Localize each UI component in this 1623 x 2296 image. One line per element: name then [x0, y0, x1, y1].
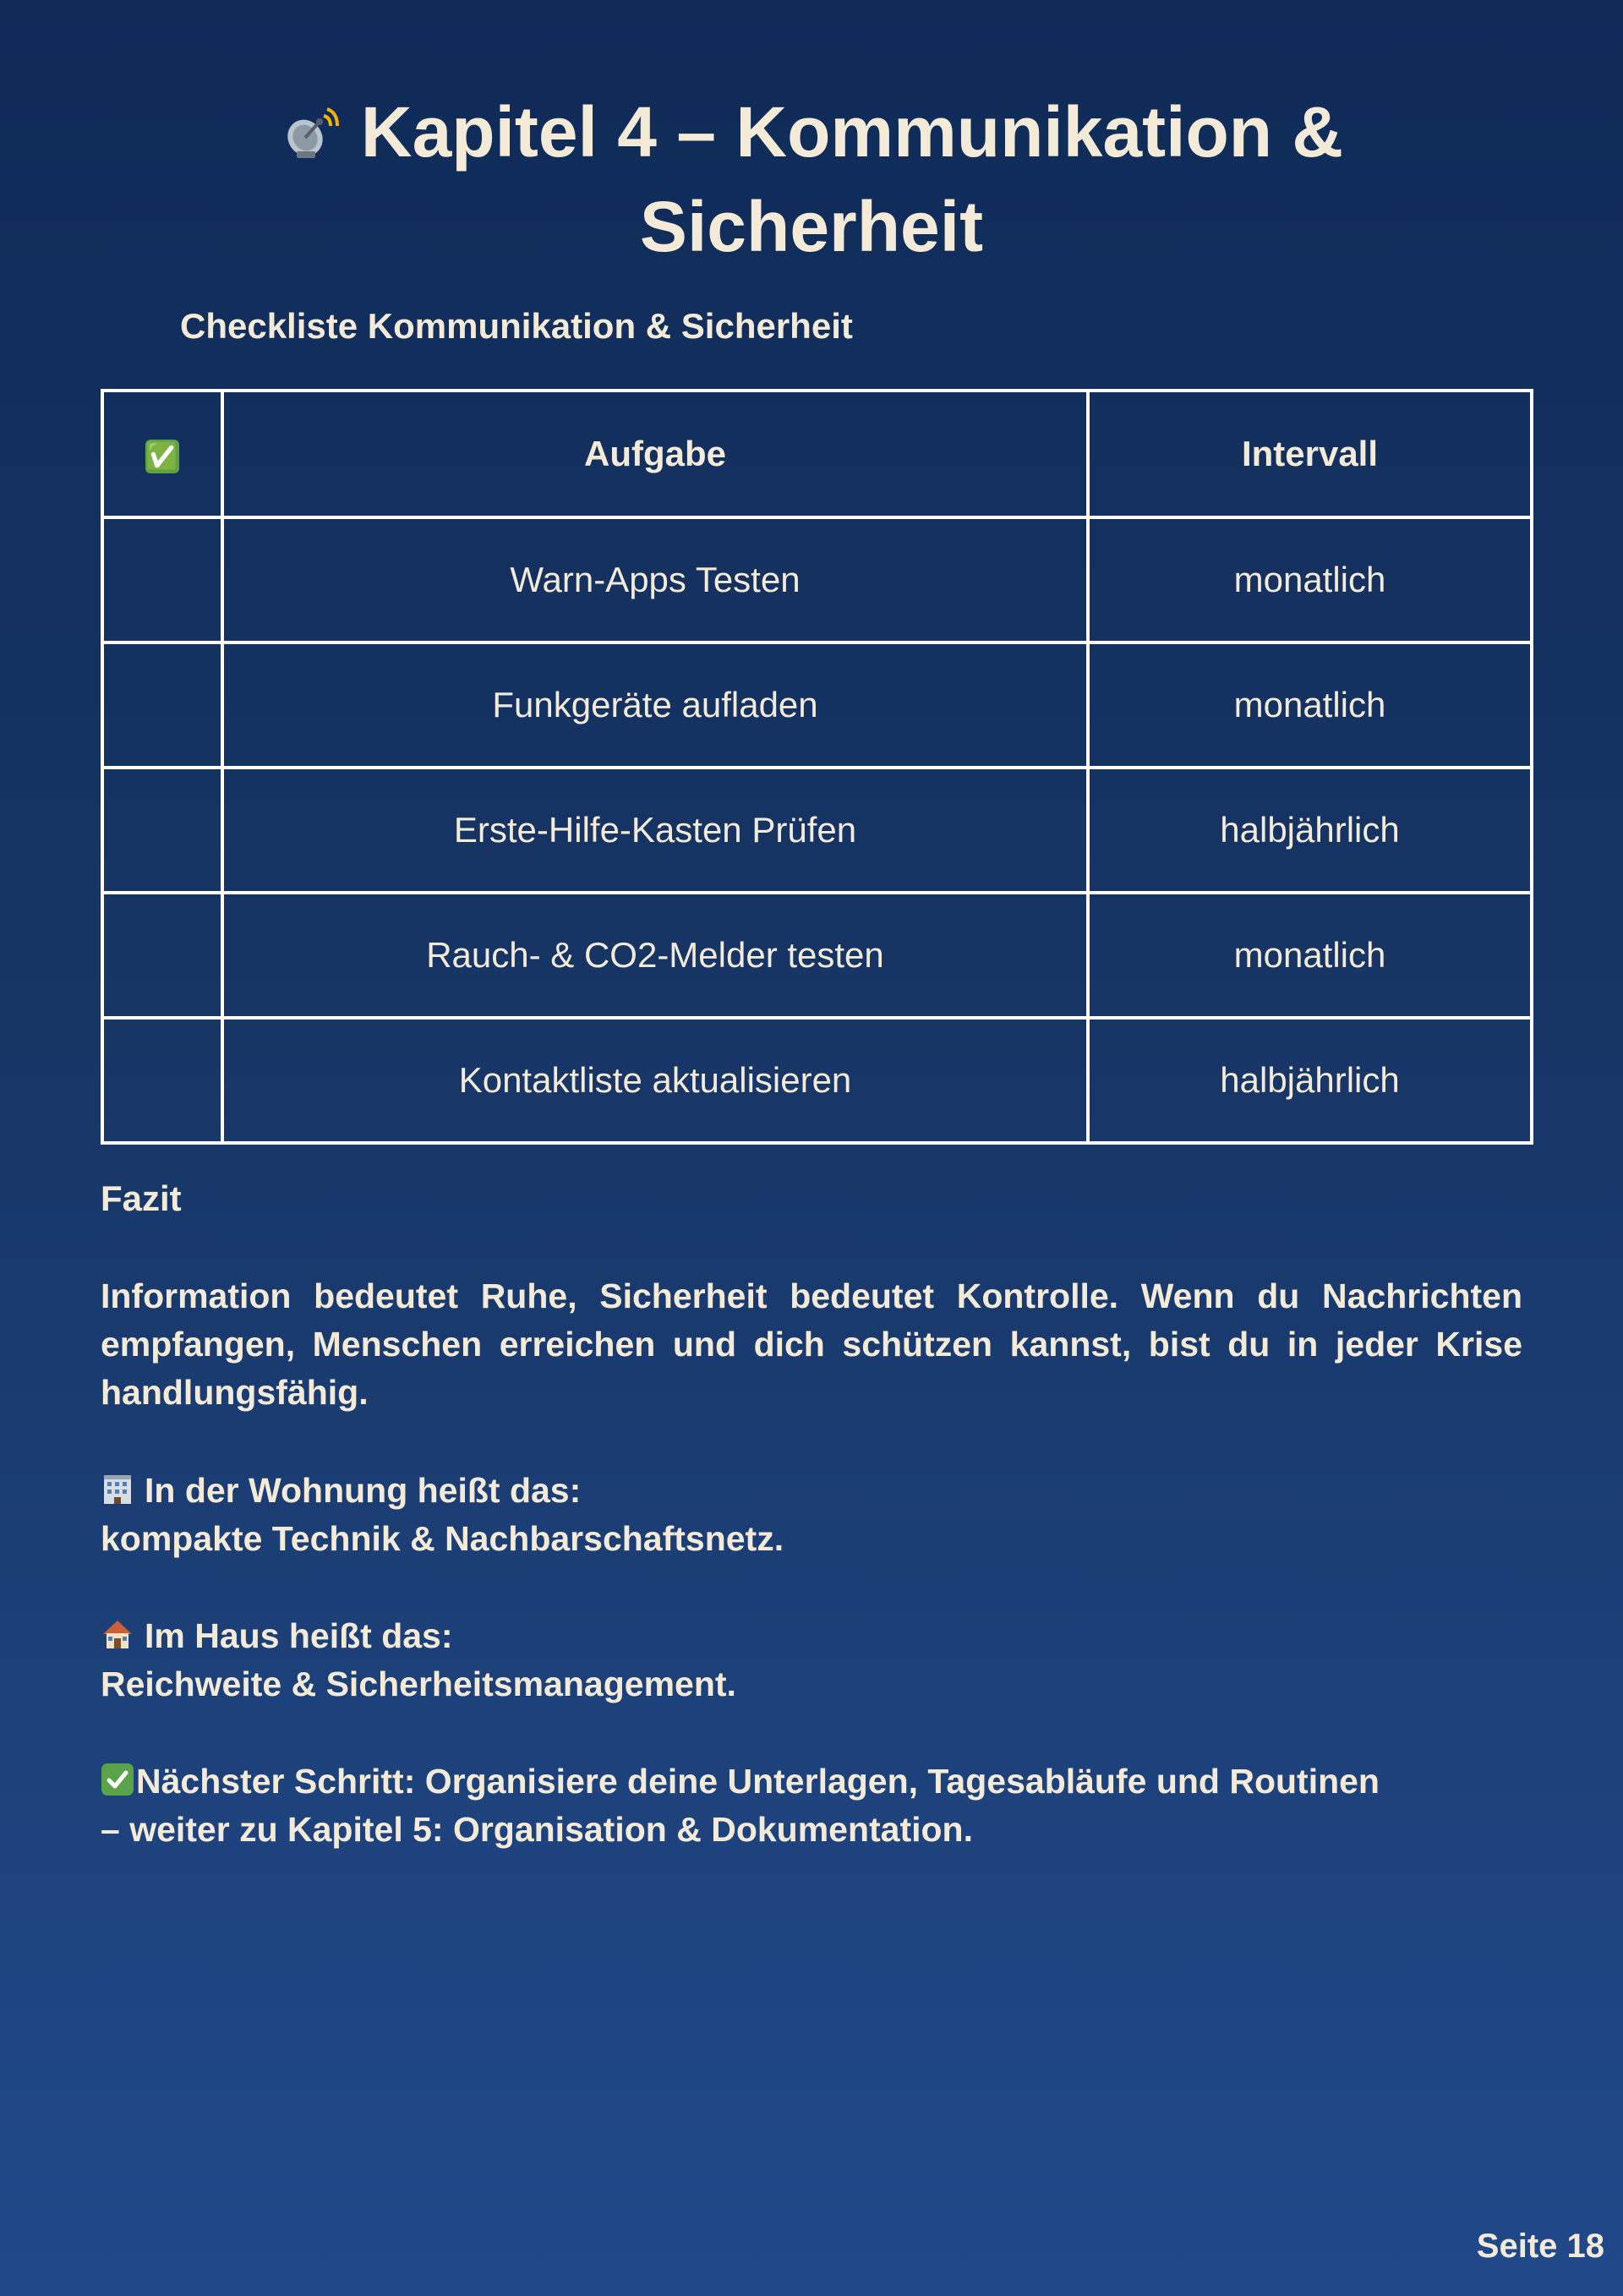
interval-column-header: Intervall [1088, 391, 1532, 517]
interval-cell: monatlich [1088, 642, 1532, 768]
apartment-text: kompakte Technik & Nachbarschaftsnetz. [101, 1519, 784, 1558]
task-cell: Warn-Apps Testen [222, 517, 1088, 642]
table-header-row [102, 391, 1532, 517]
interval-cell: halbjährlich [1088, 1018, 1532, 1143]
task-cell: Funkgeräte aufladen [222, 642, 1088, 768]
next-step-line-2: – weiter zu Kapitel 5: Organisation & Dokumentation. [101, 1810, 973, 1849]
checkbox-cell[interactable] [102, 893, 222, 1018]
title-line-2: Sicherheit [639, 187, 984, 266]
next-step-section [101, 1758, 1538, 1854]
checklist-table [101, 389, 1533, 1145]
check-mark-icon [101, 1763, 134, 1796]
house-text: Reichweite & Sicherheitsmanagement. [101, 1665, 736, 1703]
apartment-building-icon [101, 1472, 134, 1506]
task-cell: Erste-Hilfe-Kasten Prüfen [222, 768, 1088, 893]
fazit-heading: Fazit [101, 1178, 182, 1218]
table-row [102, 768, 1532, 893]
interval-cell: monatlich [1088, 517, 1532, 642]
interval-cell: halbjährlich [1088, 768, 1532, 893]
table-row [102, 642, 1532, 768]
table-row [102, 517, 1532, 642]
table-row [102, 893, 1532, 1018]
check-mark-icon: ✅ [145, 441, 179, 472]
table-row [102, 1018, 1532, 1143]
checkbox-cell[interactable] [102, 517, 222, 642]
task-cell: Kontaktliste aktualisieren [222, 1018, 1088, 1143]
apartment-heading: In der Wohnung heißt das: [145, 1471, 582, 1510]
page-title [0, 85, 1623, 274]
checkbox-cell[interactable] [102, 768, 222, 893]
satellite-dish-icon [280, 101, 341, 161]
checklist-heading: Checkliste Kommunikation & Sicherheit [180, 306, 853, 346]
check-column-header [102, 391, 222, 517]
task-column-header: Aufgabe [222, 391, 1088, 517]
fazit-text: Information bedeutet Ruhe, Sicherheit bedeutet Kontrolle. Wenn du Nachrichten empfangen, Menschen erreichen und dich schützen kannst, bist du in jeder Krise handlungsfähig. [101, 1276, 1522, 1412]
checkbox-cell[interactable] [102, 1018, 222, 1143]
house-heading: Im Haus heißt das: [145, 1616, 453, 1655]
title-line-1: Kapitel 4 – Kommunikation & [360, 92, 1344, 172]
checkbox-cell[interactable] [102, 642, 222, 768]
house-icon [101, 1617, 134, 1651]
task-cell: Rauch- & CO2-Melder testen [222, 893, 1088, 1018]
interval-cell: monatlich [1088, 893, 1532, 1018]
apartment-section [101, 1467, 1538, 1563]
house-section [101, 1612, 1538, 1708]
next-step-line-1: Nächster Schritt: Organisiere deine Unterlagen, Tagesabläufe und Routinen [136, 1762, 1380, 1801]
page-number: Seite 18 [1476, 2228, 1604, 2265]
